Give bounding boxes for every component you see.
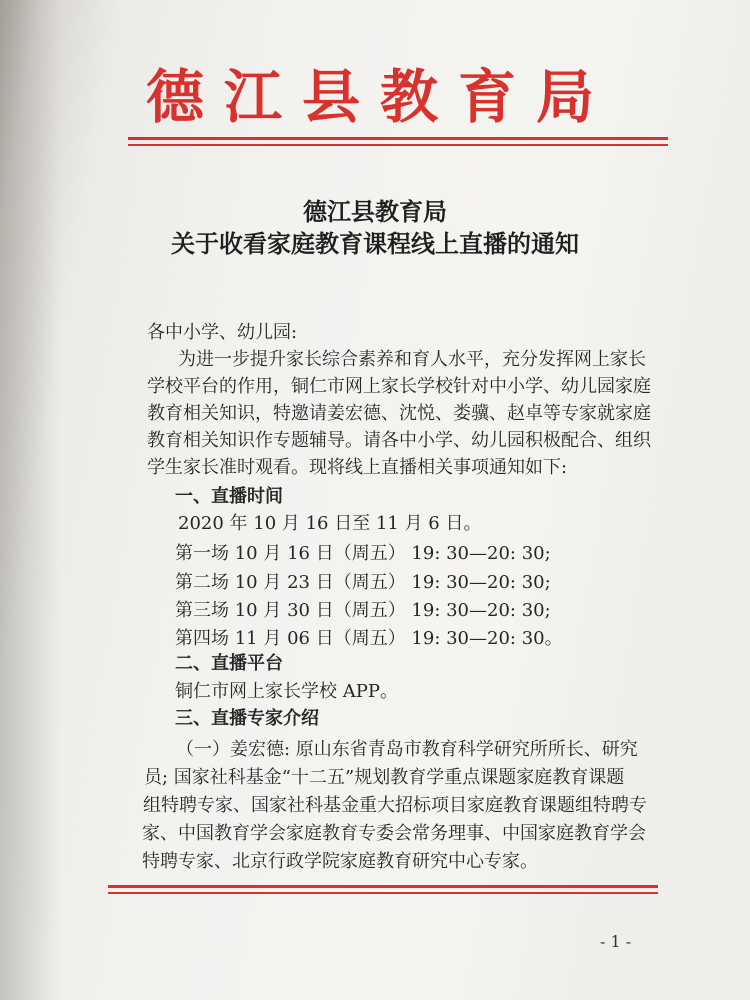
expert-line-4: 家、中国教育学会家庭教育专委会常务理事、中国家庭教育学会 [142,823,646,844]
notice-title-line1: 德江县教育局 [303,197,447,226]
section-heading-platform: 二、直播平台 [175,653,283,674]
expert-line-1: （一）姜宏德: 原山东省青岛市教育科学研究所所长、研究 [176,739,638,760]
session-1: 第一场 10 月 16 日（周五） 19: 30—20: 30; [175,543,551,564]
date-range: 2020 年 10 月 16 日至 11 月 6 日。 [178,513,482,534]
platform-name: 铜仁市网上家长学校 APP。 [175,681,398,702]
footer-rule-bottom [108,892,658,894]
intro-line-2: 学校平台的作用，铜仁市网上家长学校针对中小学、幼儿园家庭 [147,376,651,397]
expert-line-5: 特聘专家、北京行政学院家庭教育研究中心专家。 [142,851,538,872]
letterhead-title: 德江县教育局 [145,63,614,131]
session-2: 第二场 10 月 23 日（周五） 19: 30—20: 30; [175,572,551,593]
expert-line-2: 员; 国家社科基金“十二五”规划教育学重点课题家庭教育课题 [144,767,625,788]
section-heading-experts: 三、直播专家介绍 [175,708,319,729]
salutation: 各中小学、幼儿园: [147,322,298,343]
footer-rule-top [108,885,658,888]
intro-line-1: 为进一步提升家长综合素养和育人水平，充分发挥网上家长 [178,349,646,370]
intro-line-5: 学生家长准时观看。现将线上直播相关事项通知如下: [147,457,568,478]
session-4: 第四场 11 月 06 日（周五） 19: 30—20: 30。 [175,628,563,649]
intro-line-3: 教育相关知识，特邀请姜宏德、沈悦、娄骥、赵卓等专家就家庭 [147,403,651,424]
intro-line-4: 教育相关知识作专题辅导。请各中小学、幼儿园积极配合、组织 [147,430,651,451]
letterhead-rule-bottom [128,144,668,146]
letterhead-rule-top [128,137,668,140]
notice-title-line2: 关于收看家庭教育课程线上直播的通知 [171,229,579,258]
section-heading-time: 一、直播时间 [175,486,283,507]
session-3: 第三场 10 月 30 日（周五） 19: 30—20: 30; [175,600,551,621]
expert-line-3: 组特聘专家、国家社科基金重大招标项目家庭教育课题组特聘专 [143,795,647,816]
page-number: - 1 - [600,932,632,951]
